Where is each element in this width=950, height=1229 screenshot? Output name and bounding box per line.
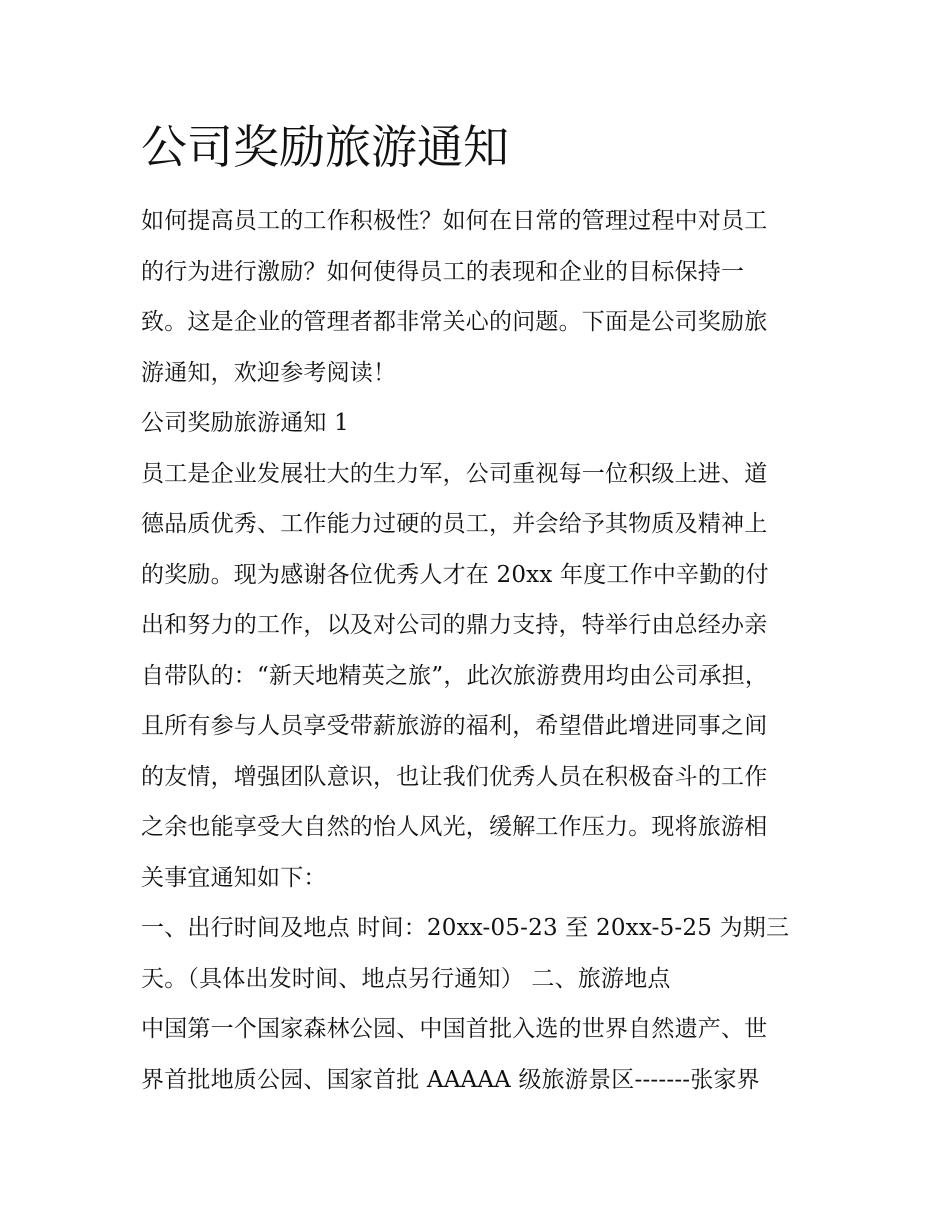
paragraph-line: 致。这是企业的管理者都非常关心的问题。下面是公司奖励旅 — [141, 309, 768, 335]
paragraph-line: 如何提高员工的工作积极性？如何在日常的管理过程中对员工 — [141, 208, 768, 234]
paragraph-line: 的奖励。现为感谢各位优秀人才在 20xx 年度工作中辛勤的付 — [141, 561, 769, 588]
paragraph-line: 员工是企业发展壮大的生力军，公司重视每一位积级上进、道 — [141, 460, 768, 487]
paragraph-line: 之余也能享受大自然的怡人风光，缓解工作压力。现将旅游相 — [141, 814, 768, 840]
paragraph-line: 关事宜通知如下： — [141, 864, 327, 891]
document-body — [141, 110, 821, 1105]
paragraph-line: 且所有参与人员享受带薪旅游的福利，希望借此增进同事之间 — [141, 713, 768, 739]
paragraph-line: 一、出行时间及地点 时间：20xx-05-23 至 20xx-5-25 为期三 — [141, 915, 790, 941]
paragraph-line: 德品质优秀、工作能力过硬的员工，并会给予其物质及精神上 — [141, 511, 768, 537]
section-heading: 公司奖励旅游通知 1 — [141, 410, 349, 436]
paragraph-line: 的友情，增强团队意识，也让我们优秀人员在积极奋斗的工作 — [141, 763, 768, 790]
paragraph-line: 的行为进行激励？如何使得员工的表现和企业的目标保持一 — [141, 258, 745, 285]
paragraph-line: 出和努力的工作，以及对公司的鼎力支持，特举行由总经办亲 — [141, 612, 768, 638]
paragraph-line: 中国第一个国家森林公园、中国首批入选的世界自然遗产、世 — [141, 1016, 768, 1042]
document-title: 公司奖励旅游通知 — [141, 120, 509, 174]
paragraph-line: 自带队的：“新天地精英之旅”，此次旅游费用均由公司承担， — [141, 662, 769, 689]
paragraph-line: 界首批地质公园、国家首批 AAAAA 级旅游景区-------张家界 — [141, 1066, 760, 1093]
paragraph-line: 游通知，欢迎参考阅读！ — [141, 359, 397, 386]
paragraph-line: 天。（具体出发时间、地点另行通知） 二、旅游地点 — [141, 965, 671, 992]
